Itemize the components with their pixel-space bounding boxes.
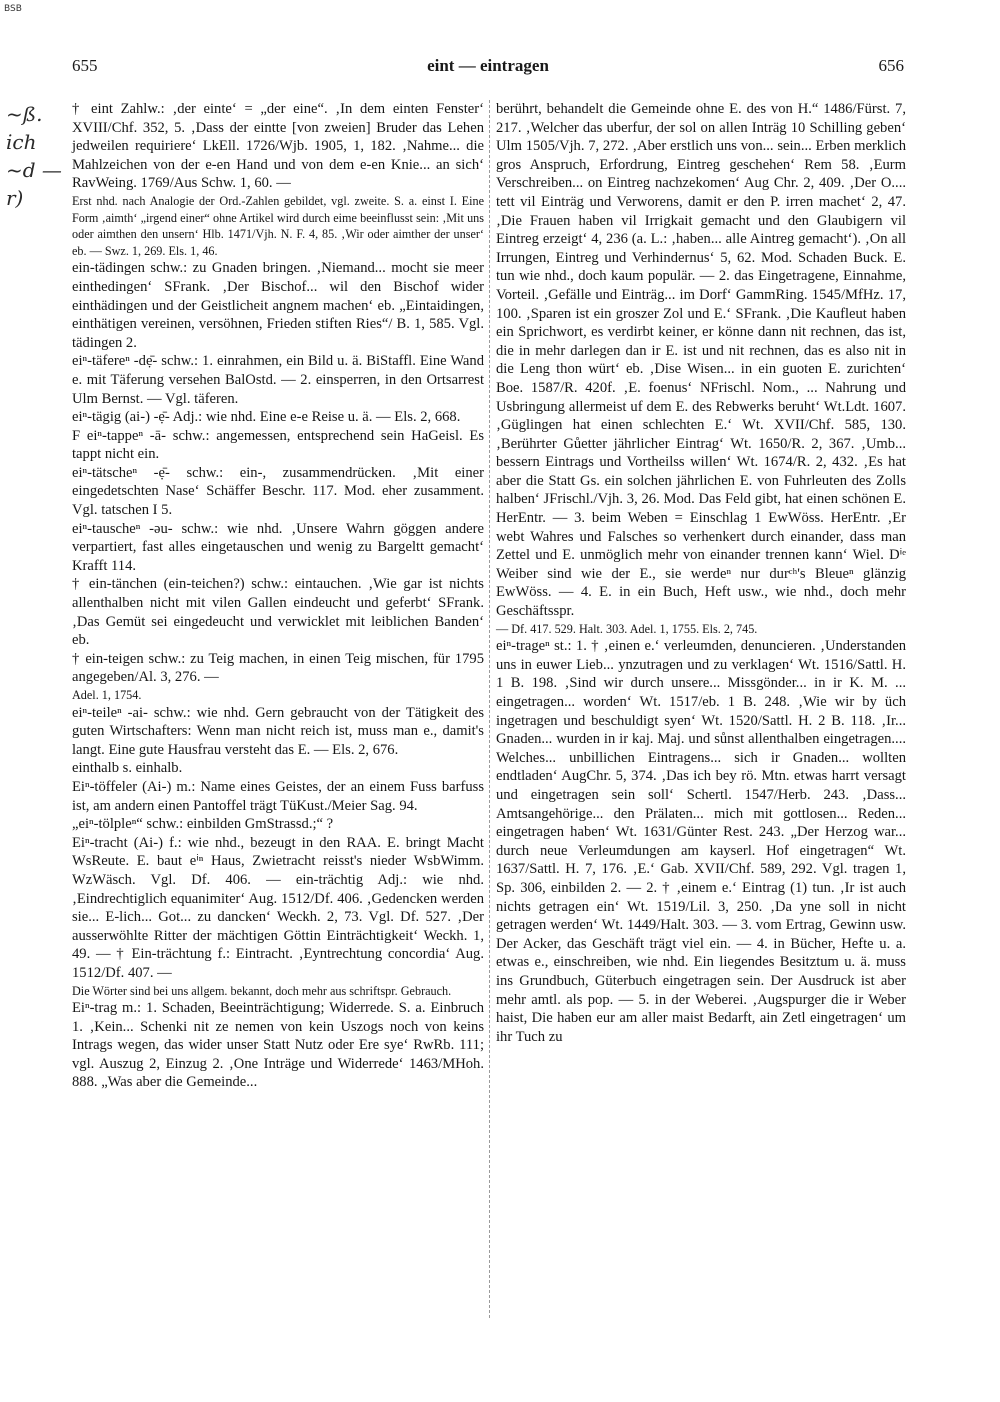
dictionary-entry: ein-tädingen schw.: zu Gnaden bringen. ‚Niemand... mocht sie meer einthedingen‘ SFrank. ‚Der Bischof... wil den Bischof wider einthädingen und der Geistlicheit angnem machen‘ eb. „Eintaidingen, einthätigen vereinen, versöhnen, Frieden stiften Ries“/ B. 1, 585. Vgl. tädingen 2. [72, 260, 484, 351]
dictionary-entry: eiⁿ-tätscheⁿ -ẹ̄- schw.: ein-, zusammendrücken. ‚Mit einer eingedetschten Nase‘ Schäffer Beschr. 117. Mod. eher zusamment. Vgl. tatschen I 5. [72, 464, 484, 519]
dictionary-entry: eiⁿ-tägig (ai-) -ẹ̄- Adj.: wie nhd. Eine e-e Reise u. ä. — Els. 2, 668. [72, 409, 461, 426]
dictionary-column-left [72, 100, 484, 1092]
margin-note: ich [6, 130, 37, 154]
entry-note: Adel. 1, 1754. [72, 688, 142, 702]
margin-note: ~d — [6, 158, 62, 182]
dictionary-entry: „eiⁿ-tölpleⁿ“ schw.: einbilden GmStrassd.;“ ? [72, 816, 334, 833]
entry-note: — Df. 417. 529. Halt. 303. Adel. 1, 1755. Els. 2, 745. [496, 621, 758, 636]
dictionary-entry: berührt, behandelt die Gemeinde ohne E. des von H.“ 1486/Fürst. 7, 217. ‚Welcher das uberfur, der sol on allen Inträg 10 Schilling geben‘ Ulm 1505/Vjh. 7, 272. ‚Aber erstlich uns von... sein... Erben merklich gros Anspruch, Erfordrung, Eintreg geschehen‘ Rem 58. ‚Eurm Verschreiben... on Eintreg nachzekomen‘ Aug Chr. 2, 409. ‚Der O.... tett vil Einträg und Verworens, damit er den P. irren machet‘ 2, 47. ‚Die Frauen haben vil Irrigkait gemacht und den Glaubigern vil Eintreg erzeigt‘ 4, 236 (a. L.: ‚haben... alle Aintreg gemacht‘). ‚On all Irrungen, Eintreg und Verhindernus‘ 5, 62. Mod. Schaden Buck. E. tun wie nhd., doch kaum populär. — 2. das Eingetragene, Einnahme, Vorteil. ‚Gefälle und Einträg... im Dorf‘ GammRing. 1545/MfHz. 17, 100. ‚Sparen ist ein groszer Zol und E.‘ SFrank. ‚Die Kaufleut haben ein Sprichwort, es verdirbt keiner, er könne dann nit rechnen, das ist, die in mehr darlegen dan ir E. ist und nit rechnen, das es also nit in die Leng thon würt‘ eb. ‚Dise Wisen... in ein guoten E. zurichten‘ Boe. 1587/R. 420f. ‚E. foenus‘ NFrischl. Nom., ... Nahrung und Usbringung allermeist uf dem E. des Rebwerks beruht‘ Wt.Ldt. 1607. ‚Güglingen hat einen schlechten E.‘ Wt. XVII/Chf. 585, 130. ‚Berührter Gůetter jährlicher Eintrag‘ Wt. 1650/R. 2, 367. ‚Umb... bessern Eintrags und Vortheilss willen‘ Wt. 1674/R. 2, 432. ‚Es hat aber die Statt Gs. ein solchen jährlichen E. von Fuhrleuten des Zolls halben‘ JFrischl./Vjh. 3, 26. Mod. Das Feld gibt, hat einen schönen E. HerEntr. — 3. beim Weben = Einschlag 1 EwWöss. HerEntr. ‚Er webt Wahres und Falsches so verhenkert durch einander, dass man Zettel und E. unmöglich mehr von einander trennen kann‘ Wiel. Dⁱᵉ Weiber sind wie der E., sie werdeⁿ nur durᶜʰ's Bleueⁿ glänzig EwWöss. — 4. E. in ein Buch, Heft usw., wie nhd., doch mehr Geschäftsspr. [496, 101, 906, 620]
entry-note: Erst nhd. nach Analogie der Ord.-Zahlen gebildet, vgl. zweite. S. a. einst I. Eine Form ‚aimth‘ „irgend einer“ ohne Artikel wird durch eime beeinflusst sein: ‚Mit uns oder aimthen den unsern‘ Hlb. 1471/Vjh. N. F. 4, 85. ‚Wir oder aimther der unser‘ eb. — Swz. 1, 269. Els. 1, 46. [72, 193, 484, 258]
dictionary-entry: Eiⁿ-töffeler (Ai-) m.: Name eines Geistes, der an einem Fuss barfuss ist, am andern einen Pantoffel trägt TüKust./Meier Sag. 94. [72, 778, 484, 814]
entry-note: Die Wörter sind bei uns allgem. bekannt, doch mehr aus schriftspr. Gebrauch. [72, 983, 452, 998]
dictionary-entry: † eint Zahlw.: ‚der einte‘ = „der eine“. ‚In dem einten Fenster‘ XVIII/Chf. 352, 5. ‚Dass der eintte [von zweien] Bruder das Lehen jedweilen requiriere‘ LkEll. 1726/Wjb. 1905, 1, 182. ‚Nahme... die Mahlzeichen von der e-en Hand und von dem e-en Knie... an sich‘ RavWeing. 1769/Aus Schw. 1, 60. — [72, 101, 484, 192]
dictionary-entry: Eiⁿ-tracht (Ai-) f.: wie nhd., bezeugt in den RAA. E. bringt Macht WsReute. E. baut eⁱⁿ Haus, Zwietracht reisst's nieder WsbWimm. WzWäsch. Vgl. Df. 406. — ein-trächtig Adj.: wie nhd. ‚Eindrechtiglich equanimiter‘ Aug. 1512/Df. 406. ‚Gedencken werden sie... E-lich... Got... zu dancken‘ Weckh. 2, 73. Vgl. Df. 527. ‚Der ausserwöhlte Ritter der mächtigen Göttin Einträchtigkeit‘ Weckh. 1, 49. — † Ein-trächtung f.: Eintracht. ‚Eyntrechtung concordia‘ Aug. 1512/Df. 407. — [72, 834, 484, 981]
margin-note: ~ß. [6, 102, 43, 126]
dictionary-entry: Eiⁿ-trag m.: 1. Schaden, Beeinträchtigung; Widerrede. S. a. Einbruch 1. ‚Kein... Schenki nit ze nemen von kein Uszogs noch von keins Intrags wegen, das wider unser Statt Nutz oder Ere sye‘ RwRb. 111; vgl. Auszug 2, Einzug 2. ‚One Inträge und Widerrede‘ 1463/MHoh. 888. „Was aber die Gemeinde... [72, 1000, 484, 1091]
dictionary-entry: † ein-tänchen (ein-teichen?) schw.: eintauchen. ‚Wie gar ist nichts allenthalben nicht mit vilen Gallen eindeucht und geferbt‘ SFrank. ‚Das Gemüt sei eingedeucht und verwicklet mit leiblichen Banden‘ eb. [72, 576, 484, 649]
dictionary-entry: eiⁿ-trageⁿ st.: 1. † ‚einen e.‘ verleumden, denuncieren. ‚Understanden uns in euwer Lieb... ynzutragen und zu verklagen‘ Wt. 1516/Sattl. H. 1 B. 198. ‚Sind wir durch unsere... Missgönder... in ir K. M. ... eingetragen... worden‘ Wt. 1517/eb. 1 B. 248. ‚Wie wir by üch ingetragen und beschuldigt syen‘ Wt. 1520/Sattl. H. 2 B. 118. ‚Ir... Gnaden... wurden in ir kaj. Maj. und sůnst allenthalben eingetragen.... Welches... unbillichen Eintragens... sich ir Gnaden... wollten endtladen‘ AugChr. 5, 374. ‚Das ich bey rö. Mtn. etwas harrt versagt und eingetragen sein soll‘ Schertl. 1547/Herb. 243. ‚Dass... Amtsangehörige... den Prälaten... mich mit gottlosen... Reden... eingetragen haben‘ Wt. 1631/Günter Rest. 243. „Der Herzog war... durch neue Verleumdungen am kayserl. Hof eingetragen“ Wt. 1637/Sattl. H. 7, 176. ‚E.‘ Gab. XVII/Chf. 589, 292. Vgl. tragen 1, Sp. 306, einbilden 2. — 2. † ‚einem e.‘ Eintrag (1) tun. ‚Ir ist auch nichts getragen ein‘ Wt. 1519/Lil. 3, 250. ‚Da yne soll in nicht getragen werden‘ Wt. 1449/Halt. 303. — 3. vom Ertrag, Gewinn usw. Der Acker, das Geschäft trägt viel ein. — 4. in Bücher, Hefte u. a. etwas e., einschreiben, wie nhd. Ein liegendes Besitztum u. ä. muss ins Grundbuch, Güterbuch eingetragen sein. Der Ausdruck ist aber mehr amtl. als pop. — 5. in der Weberei. ‚Augspurger die ir Weber haist, Die haben eur am aller maist Bedarft, ain Zetl eingetragen‘ um ihr Tuch zu [496, 638, 906, 1045]
dictionary-column-right [496, 100, 906, 1046]
dictionary-entry: eiⁿ-tauscheⁿ -əu- schw.: wie nhd. ‚Unsere Wahrn göggen andere verpartiert, fast alles eingetauschen und wenig zu Bargeltt gemacht‘ Krafft 114. [72, 520, 484, 574]
dictionary-entry: F eiⁿ-tappeⁿ -ā- schw.: angemessen, entsprechend sein HaGeisl. Es tappt nicht ein. [72, 427, 484, 463]
library-mark: BSB [4, 4, 22, 14]
column-divider [489, 100, 490, 1318]
dictionary-entry: † ein-teigen schw.: zu Teig machen, in einen Teig mischen, für 1795 angegeben/Al. 3, 276. — [72, 650, 484, 686]
page-number-left: 655 [72, 56, 98, 75]
page-number-right: 656 [878, 56, 904, 75]
dictionary-entry: eiⁿ-täfereⁿ -dẹ̄- schw.: 1. einrahmen, ein Bild u. ä. BiStaffl. Eine Wand e. mit Täferung versehen BalOstd. — 2. einsperren, in den Ortsarrest Ulm Bernst. — Vgl. täferen. [72, 353, 484, 407]
margin-note: r) [6, 186, 24, 210]
running-title: eint — eintragen [427, 56, 549, 75]
page-header [72, 56, 904, 80]
handwritten-margin-notes [6, 100, 64, 212]
dictionary-entry: einthalb s. einhalb. [72, 760, 183, 777]
dictionary-entry: eiⁿ-teileⁿ -ai- schw.: wie nhd. Gern gebraucht von der Tätigkeit des guten Wirtschafters: Wenn man nicht reich ist, muss man e., damit's langt. Eine gute Hausfrau versteht das E. — Els. 2, 676. [72, 704, 484, 758]
